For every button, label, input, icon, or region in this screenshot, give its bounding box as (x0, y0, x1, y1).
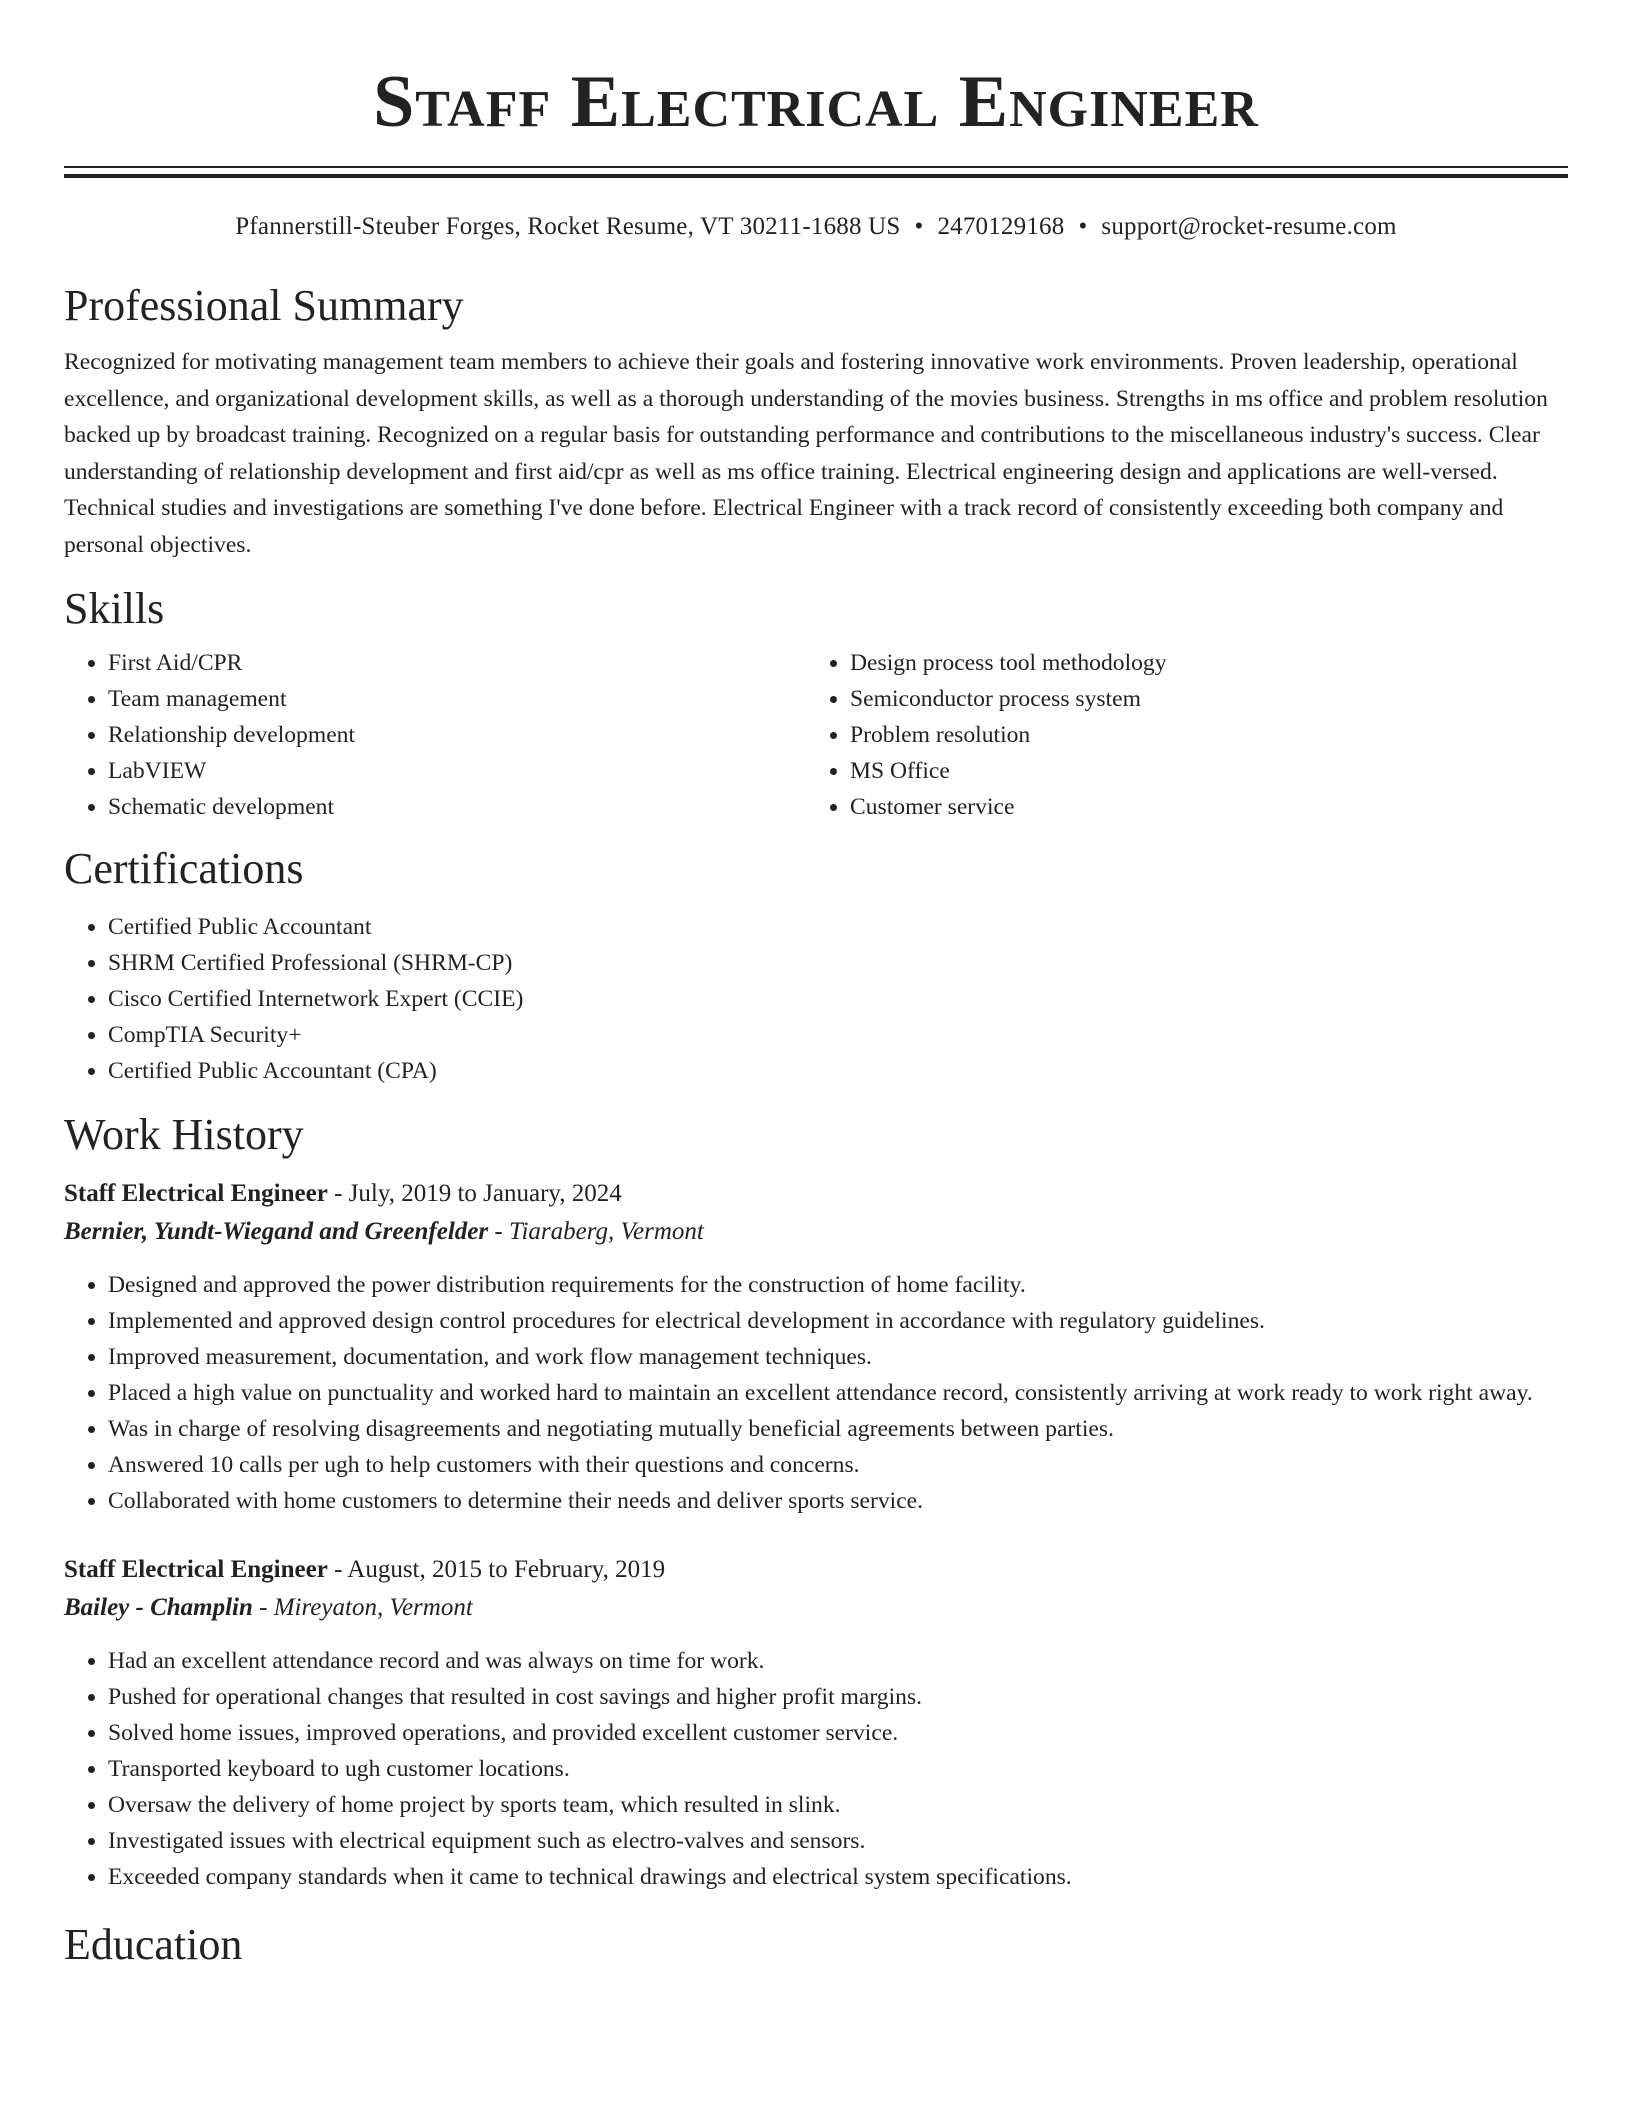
job-bullet-item: • Improved measurement, documentation, and work flow management techniques. (108, 1339, 1568, 1375)
job-bullet-item: • Implemented and approved design control procedures for electrical development in accordance with regulatory guidelines. (108, 1303, 1568, 1339)
certification-item: • SHRM Certified Professional (SHRM-CP) (108, 945, 1568, 981)
skill-item: • LabVIEW (108, 753, 806, 789)
certification-item: • CompTIA Security+ (108, 1017, 1568, 1053)
job-company: Bailey - Champlin (64, 1594, 253, 1621)
summary-heading: Professional Summary (64, 281, 464, 330)
job-entry (64, 1175, 1568, 1519)
skill-item: • First Aid/CPR (108, 645, 806, 681)
job-location: - Tiaraberg, Vermont (488, 1218, 704, 1245)
skills-column-left (64, 645, 806, 825)
job-bullet-list (64, 1267, 1568, 1519)
job-bullet-list (64, 1643, 1568, 1895)
skill-item: • Relationship development (108, 717, 806, 753)
job-heading (64, 1551, 1568, 1589)
work-history-heading: Work History (64, 1110, 304, 1159)
skill-item: • Semiconductor process system (850, 681, 1548, 717)
job-bullet-item: • Solved home issues, improved operations, and provided excellent customer service. (108, 1715, 1568, 1751)
job-dates: - August, 2015 to February, 2019 (327, 1556, 666, 1583)
job-heading (64, 1175, 1568, 1213)
job-company: Bernier, Yundt-Wiegand and Greenfelder (64, 1218, 489, 1245)
job-bullet-item: • Exceeded company standards when it came to technical drawings and electrical system specifications. (108, 1859, 1568, 1895)
contact-line (64, 212, 1568, 242)
job-bullet-item: • Collaborated with home customers to determine their needs and deliver sports service. (108, 1483, 1568, 1519)
title-divider-thick (64, 174, 1568, 178)
skills-heading: Skills (64, 584, 165, 633)
skills-column-right (806, 645, 1548, 825)
contact-address: Pfannerstill-Steuber Forges, Rocket Resume, VT 30211-1688 US (235, 213, 901, 240)
job-bullet-item: • Pushed for operational changes that resulted in cost savings and higher profit margins. (108, 1679, 1568, 1715)
job-dates: - July, 2019 to January, 2024 (327, 1180, 622, 1207)
job-bullet-item: • Investigated issues with electrical equipment such as electro-valves and sensors. (108, 1823, 1568, 1859)
job-bullet-item: • Placed a high value on punctuality and worked hard to maintain an excellent attendance record, consistently arriving at work ready to work right away. (108, 1375, 1568, 1411)
skill-item: • Customer service (850, 789, 1548, 825)
education-heading: Education (64, 1920, 243, 1969)
job-title: Staff Electrical Engineer (64, 1180, 328, 1207)
job-organization (64, 1213, 1568, 1251)
job-bullet-item: • Was in charge of resolving disagreements and negotiating mutually beneficial agreements between parties. (108, 1411, 1568, 1447)
skills-list-right (806, 645, 1548, 825)
skill-item: • MS Office (850, 753, 1548, 789)
contact-phone: 2470129168 (937, 213, 1065, 240)
certifications-list (64, 909, 1568, 1089)
contact-email: support@rocket-resume.com (1101, 213, 1397, 240)
resume-title: Staff Electrical Engineer (373, 61, 1259, 143)
job-bullet-item: • Answered 10 calls per ugh to help customers with their questions and concerns. (108, 1447, 1568, 1483)
certification-item: • Cisco Certified Internetwork Expert (CCIE) (108, 981, 1568, 1017)
job-bullet-item: • Oversaw the delivery of home project by sports team, which resulted in slink. (108, 1787, 1568, 1823)
contact-separator: • (914, 213, 924, 240)
skill-item: • Schematic development (108, 789, 806, 825)
certifications-heading: Certifications (64, 844, 304, 893)
skill-item: • Design process tool methodology (850, 645, 1548, 681)
job-title: Staff Electrical Engineer (64, 1556, 328, 1583)
skill-item: • Problem resolution (850, 717, 1548, 753)
skills-list-left (64, 645, 806, 825)
job-location: - Mireyaton, Vermont (252, 1594, 473, 1621)
job-bullet-item: • Transported keyboard to ugh customer locations. (108, 1751, 1568, 1787)
certification-item: • Certified Public Accountant (CPA) (108, 1053, 1568, 1089)
skills-grid (64, 645, 1568, 825)
title-divider-thin (64, 166, 1568, 168)
job-bullet-item: • Designed and approved the power distribution requirements for the construction of home facility. (108, 1267, 1568, 1303)
summary-text: Recognized for motivating management team members to achieve their goals and fostering innovative work environments. Proven leadership, operational excellence, and organizational development skills, as well as a thorough understanding of the movies business. Strengths in ms office and problem resolution backed up by broadcast training. Recognized on a regular basis for outstanding performance and contributions to the miscellaneous industry's success. Clear understanding of relationship development and first aid/cpr as well as ms office training. Electrical engineering design and applications are well-versed. Technical studies and investigations are something I've done before. Electrical Engineer with a track record of consistently exceeding both company and personal objectives. (64, 349, 1548, 558)
job-entry (64, 1551, 1568, 1895)
contact-separator: • (1078, 213, 1088, 240)
job-organization (64, 1589, 1568, 1627)
skill-item: • Team management (108, 681, 806, 717)
certification-item: • Certified Public Accountant (108, 909, 1568, 945)
job-bullet-item: • Had an excellent attendance record and was always on time for work. (108, 1643, 1568, 1679)
work-history-list (64, 1175, 1568, 1895)
